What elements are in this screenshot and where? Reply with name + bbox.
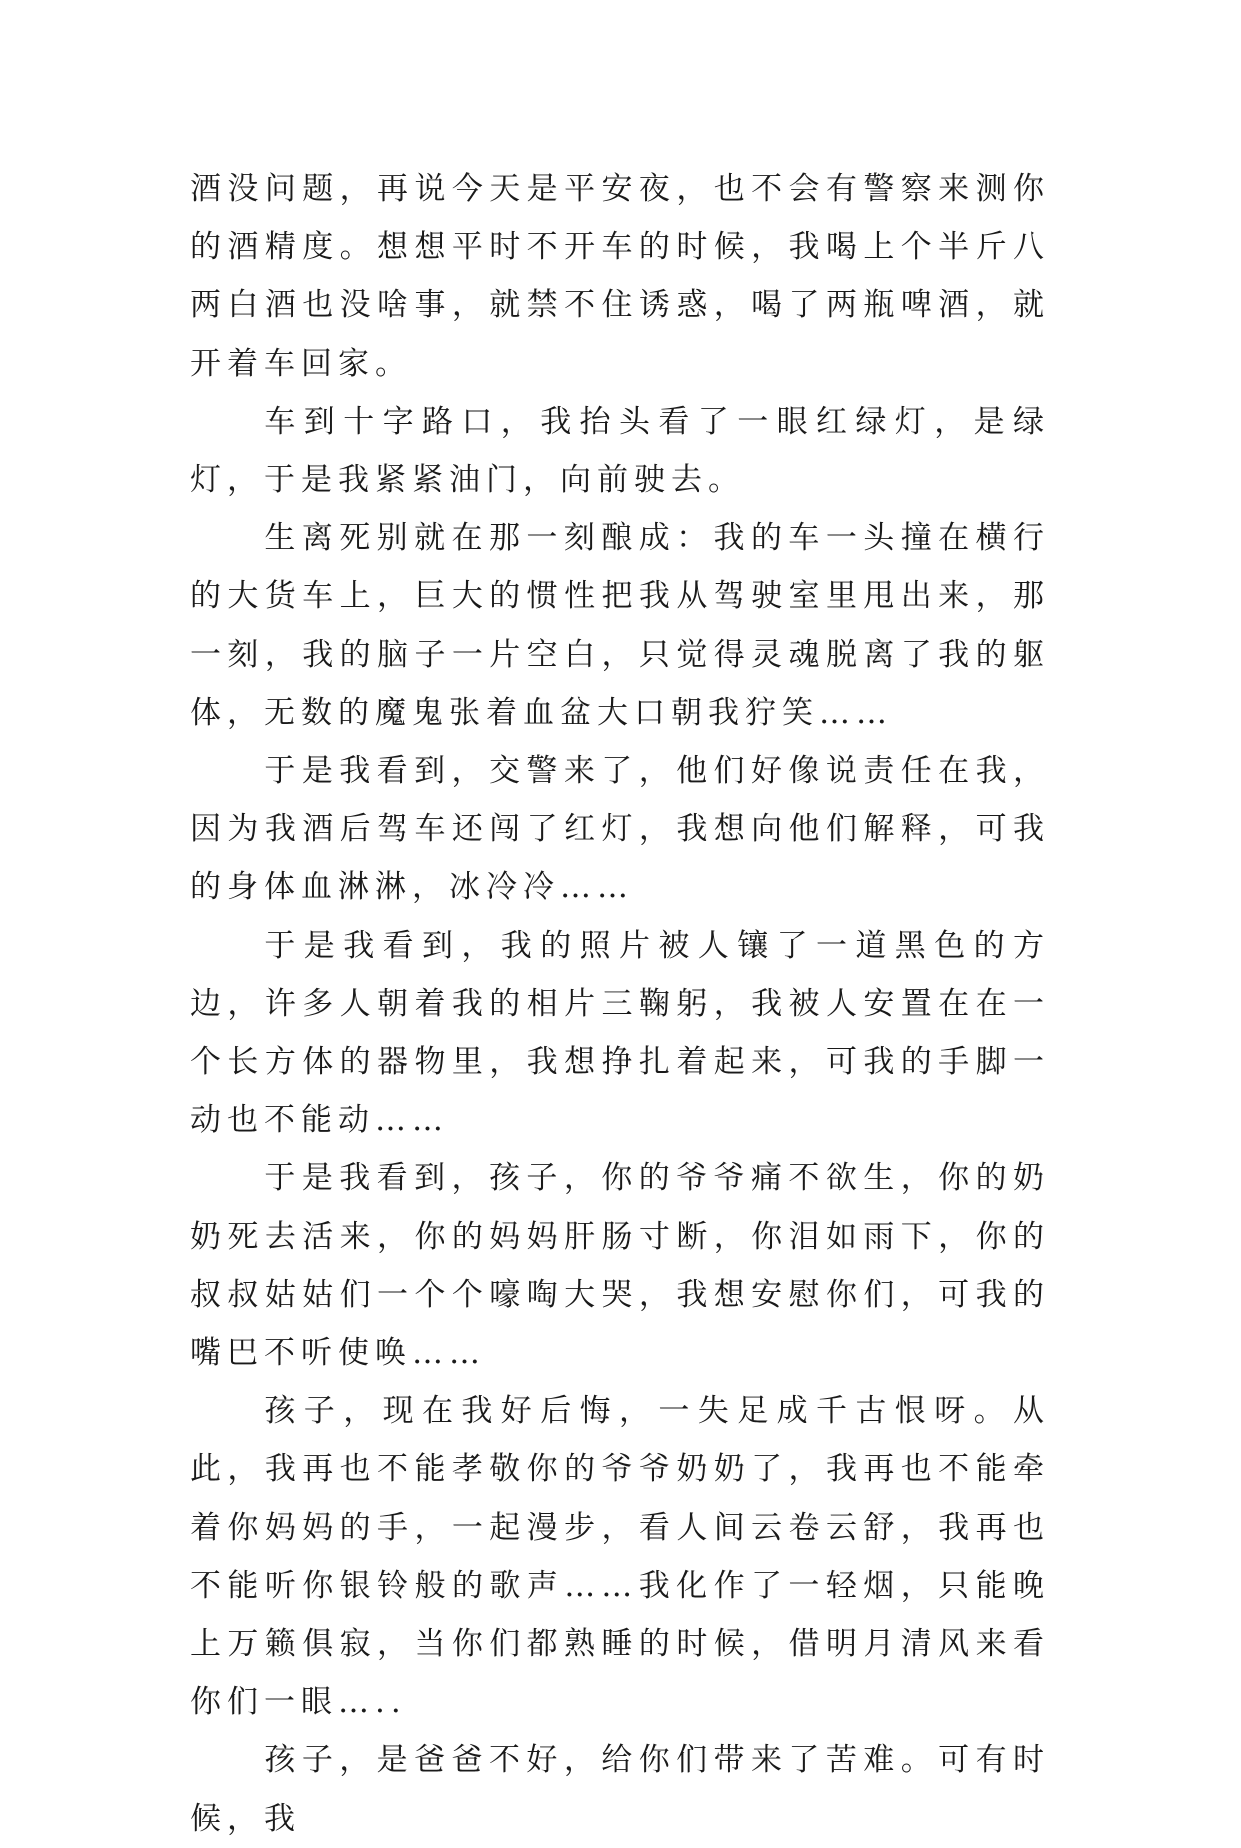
paragraph-5: 于是我看到，我的照片被人镶了一道黑色的方边，许多人朝着我的相片三鞠躬，我被人安置在在一个长方体的器物里，我想挣扎着起来，可我的手脚一动也不能动…… [190,927,1050,1139]
paragraph-8: 孩子，是爸爸不好，给你们带来了苦难。可有时候，我 [190,1742,1050,1837]
paragraph-2: 车到十字路口，我抬头看了一眼红绿灯，是绿灯，于是我紧紧油门，向前驶去。 [190,403,1050,499]
paragraph-4: 于是我看到，交警来了，他们好像说责任在我，因为我酒后驾车还闯了红灯，我想向他们解释，可我的身体血淋淋，冰冷冷…… [190,753,1050,906]
paragraph-1: 酒没问题，再说今天是平安夜，也不会有警察来测你的酒精度。想想平时不开车的时候，我喝上个半斤八两白酒也没啥事，就禁不住诱惑，喝了两瓶啤酒，就开着车回家。 [190,171,1050,382]
document-page [190,160,1050,1848]
paragraph-6: 于是我看到，孩子，你的爷爷痛不欲生，你的奶奶死去活来，你的妈妈肝肠寸断，你泪如雨下，你的叔叔姑姑们一个个嚎啕大哭，我想安慰你们，可我的嘴巴不听使唤…… [190,1160,1050,1372]
paragraph-7: 孩子，现在我好后悔，一失足成千古恨呀。从此，我再也不能孝敬你的爷爷奶奶了，我再也不能牵着你妈妈的手，一起漫步，看人间云卷云舒，我再也不能听你银铃般的歌声……我化作了一轻烟，只能晚上万籁俱寂，当你们都熟睡的时候，借明月清风来看你们一眼….. [190,1393,1050,1721]
paragraph-3: 生离死别就在那一刻酿成：我的车一头撞在横行的大货车上，巨大的惯性把我从驾驶室里甩出来，那一刻，我的脑子一片空白，只觉得灵魂脱离了我的躯体，无数的魔鬼张着血盆大口朝我狞笑…… [190,520,1050,731]
